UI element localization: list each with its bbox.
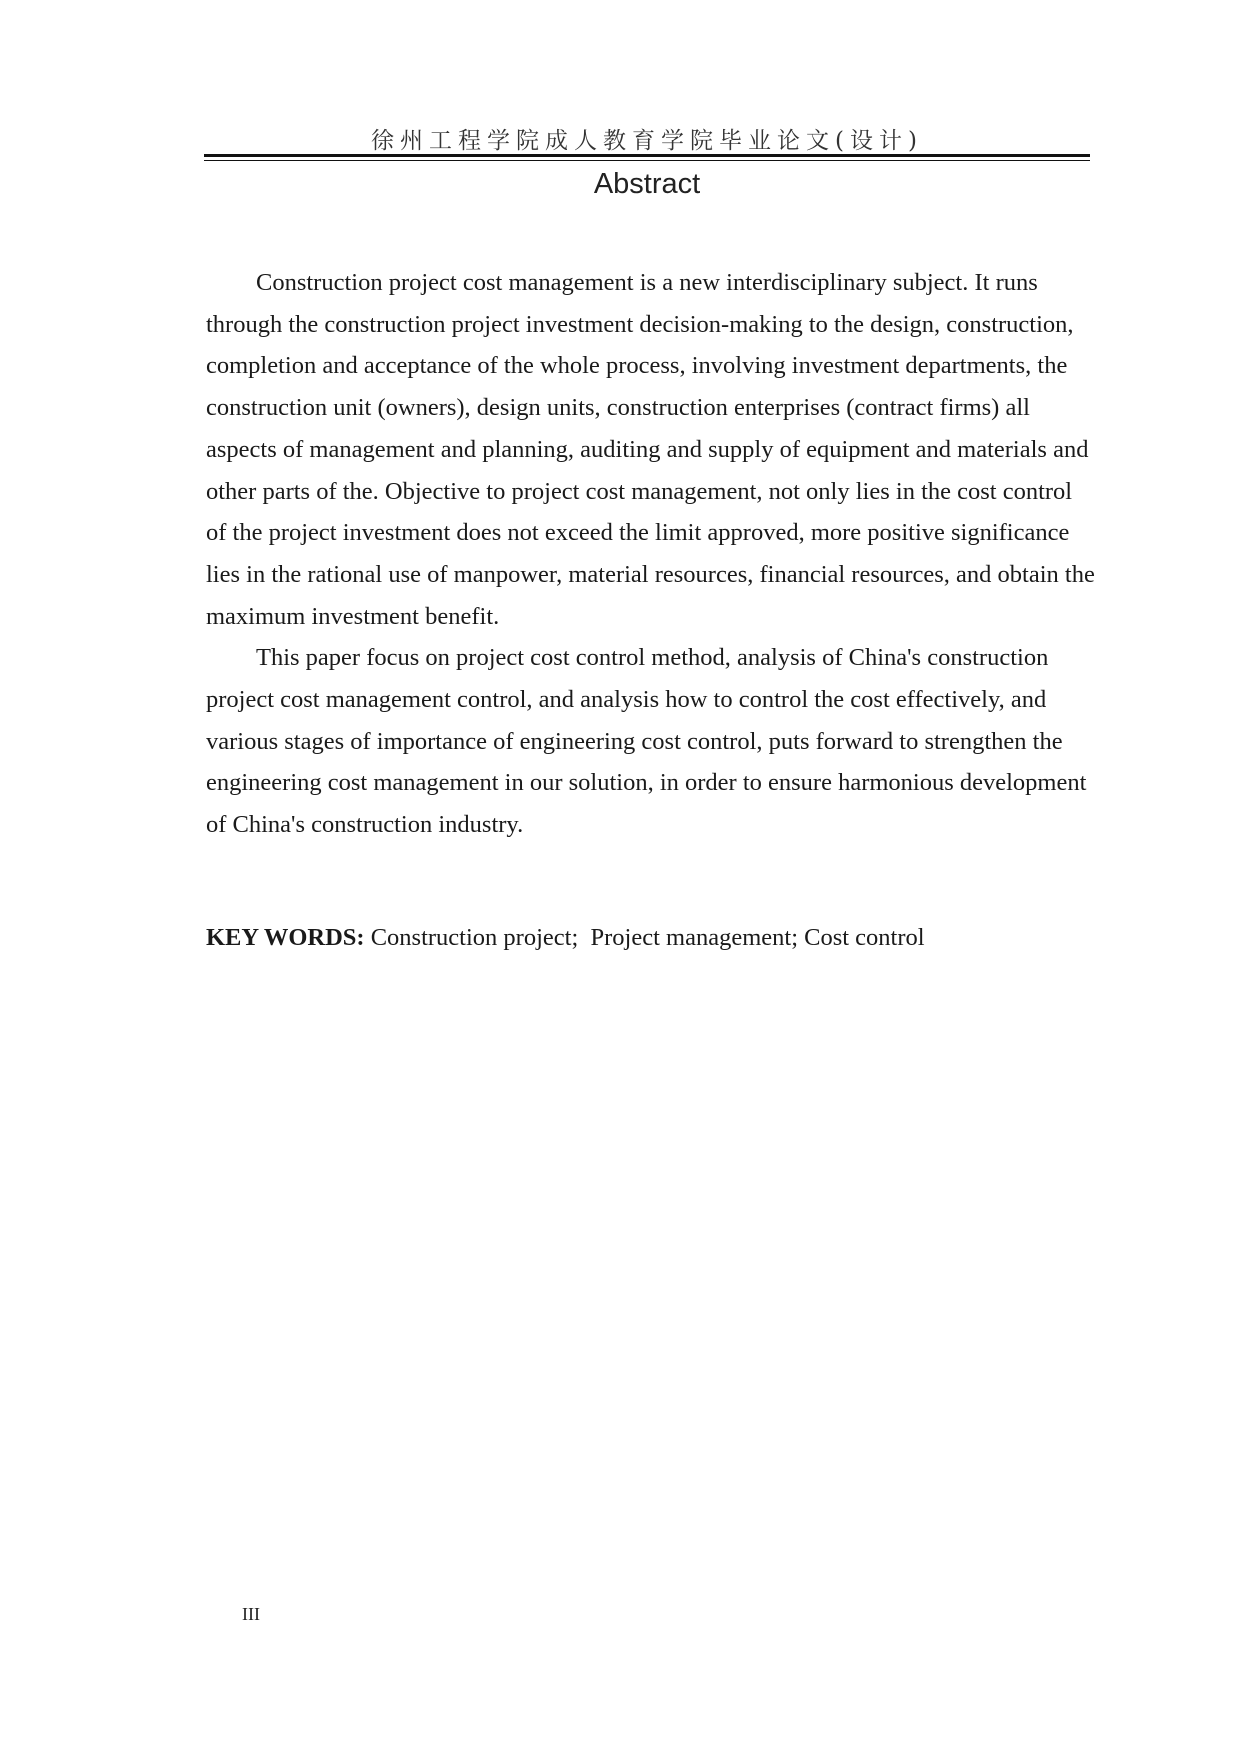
abstract-paragraph-2: This paper focus on project cost control method, analysis of China's construction project cost management control, and analysis how to control the cost effectively, and various stages of importance of engineering cost control, puts forward to strengthen the engineering cost management in our solution, in order to ensure harmonious development of China's construction industry. (206, 644, 1087, 839)
header-rule-thick (204, 154, 1090, 157)
keywords-label: KEY WORDS: (206, 924, 365, 951)
running-header: 徐州工程学院成人教育学院毕业论文(设计) (371, 128, 923, 154)
page-number: III (242, 1604, 260, 1624)
keywords-line (206, 924, 925, 952)
abstract-body (206, 262, 1096, 846)
abstract-paragraph-1: Construction project cost management is a new interdisciplinary subject. It runs through the construction project investment decision-making to the design, construction, completion and acceptance of the whole process, involving investment departments, the construction unit (owners), design units, construction enterprises (contract firms) all aspects of management and planning, auditing and supply of equipment and materials and other parts of the. Objective to project cost management, not only lies in the cost control of the project investment does not exceed the limit approved, more positive significance lies in the rational use of manpower, material resources, financial resources, and obtain the maximum investment benefit. (206, 269, 1095, 630)
abstract-title: Abstract (593, 168, 701, 200)
header-rule-thin (204, 160, 1090, 161)
keywords-text: Construction project; Project management; Cost control (370, 924, 925, 951)
